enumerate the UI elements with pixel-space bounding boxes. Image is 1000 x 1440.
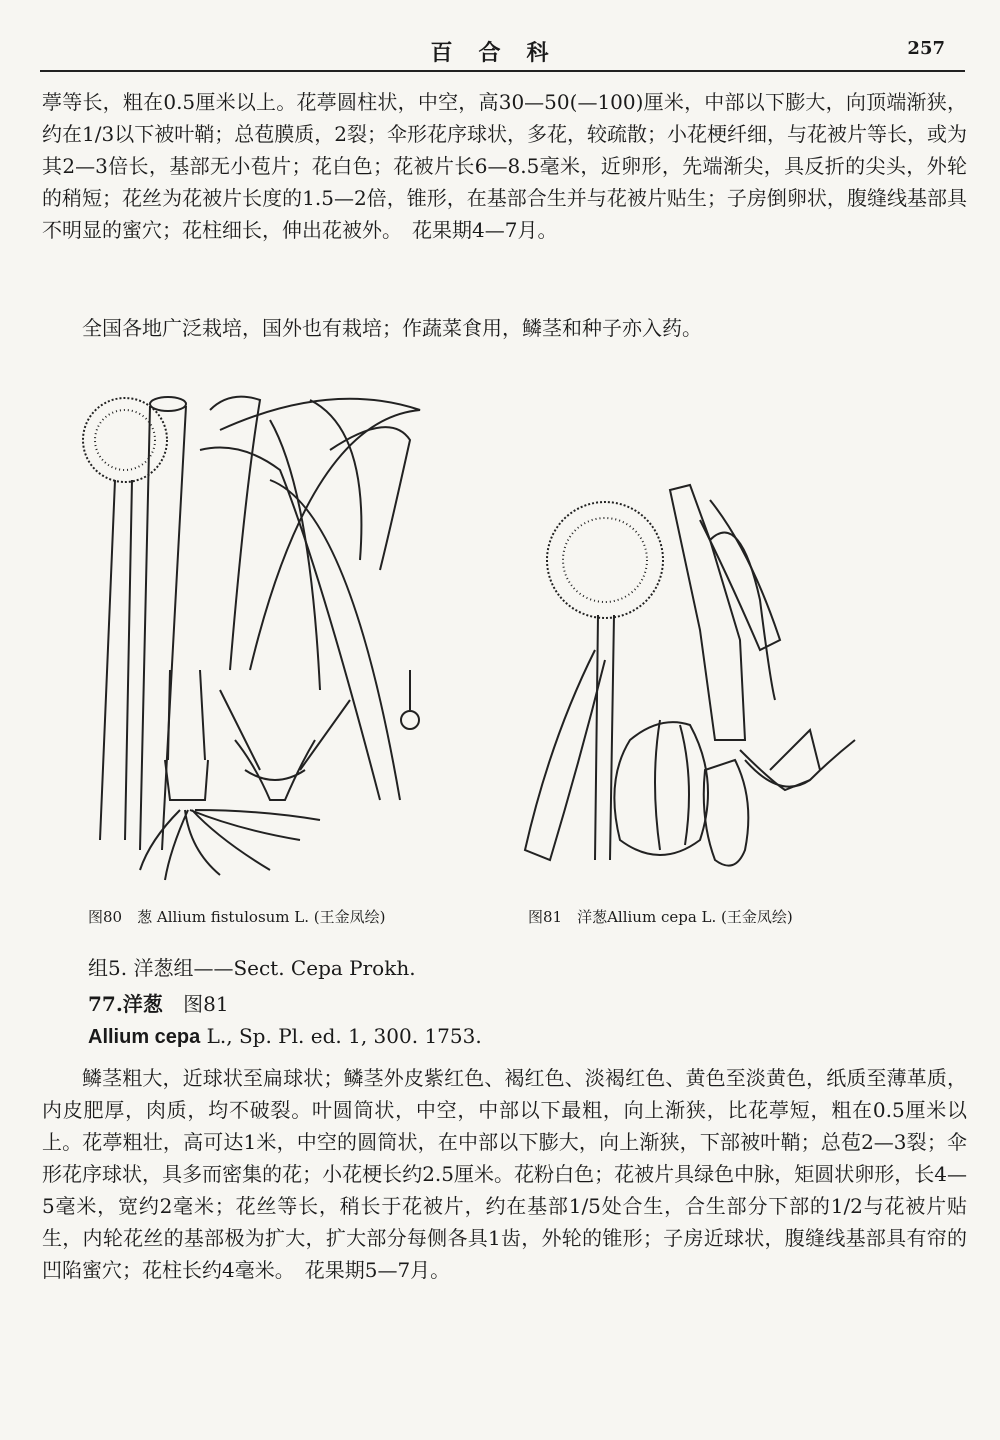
figure-81-illustration	[510, 480, 890, 890]
description-paragraph-continued: 葶等长，粗在0.5厘米以上。花葶圆柱状，中空，高30—50(—100)厘米，中部以下膨大，向顶端渐狭，约在1/3以下被叶鞘；总苞膜质，2裂；伞形花序球状，多花，较疏散；小花梗纤细，与花被片等长，或为其2—3倍长，基部无小苞片；花白色；花被片长6—8.5毫米，近卵形，先端渐尖，具反折的尖头，外轮的稍短；花丝为花被片长度的1.5—2倍，锥形，在基部合生并与花被片贴生；子房倒卵状，腹缝线基部具不明显的蜜穴；花柱细长，伸出花被外。 花果期4—7月。	[42, 90, 967, 242]
taxonomic-citation	[88, 1024, 482, 1049]
species-number-name: 77.洋葱	[88, 992, 163, 1016]
figure-80-illustration	[70, 370, 440, 890]
scientific-name: Allium cepa	[88, 1026, 201, 1048]
figure-80-caption: 图80 葱 Allium fistulosum L. (王金凤绘)	[88, 908, 386, 926]
figure-reference: 图81	[183, 992, 229, 1016]
section-heading: 组5. 洋葱组——Sect. Cepa Prokh.	[88, 956, 416, 980]
citation-details: L., Sp. Pl. ed. 1, 300. 1753.	[200, 1024, 482, 1048]
species-description: 鳞茎粗大，近球状至扁球状；鳞茎外皮紫红色、褐红色、淡褐红色、黄色至淡黄色，纸质至薄革质，内皮肥厚，肉质，均不破裂。叶圆筒状，中空，中部以下最粗，向上渐狭，比花葶短，粗在0.5厘米以上。花葶粗壮，高可达1米，中空的圆筒状，在中部以下膨大，向上渐狭，下部被叶鞘；总苞2—3裂；伞形花序球状，具多而密集的花；小花梗长约2.5厘米。花粉白色；花被片具绿色中脉，矩圆状卵形，长4—5毫米，宽约2毫米；花丝等长，稍长于花被片，约在基部1/5处合生，合生部分下部的1/2与花被片贴生，内轮花丝的基部极为扩大，扩大部分每侧各具1齿，外轮的锥形；子房近球状，腹缝线基部具有帘的凹陷蜜穴；花柱长约4毫米。 花果期5—7月。	[42, 1066, 967, 1282]
page-number: 257	[907, 38, 945, 59]
figure-81-caption: 图81 洋葱Allium cepa L. (王金凤绘)	[528, 908, 793, 926]
species-heading	[88, 988, 229, 1017]
running-title: 百合科	[430, 40, 575, 66]
page-header	[40, 30, 965, 72]
distribution-paragraph: 全国各地广泛栽培，国外也有栽培；作蔬菜食用，鳞茎和种子亦入药。	[82, 316, 702, 340]
